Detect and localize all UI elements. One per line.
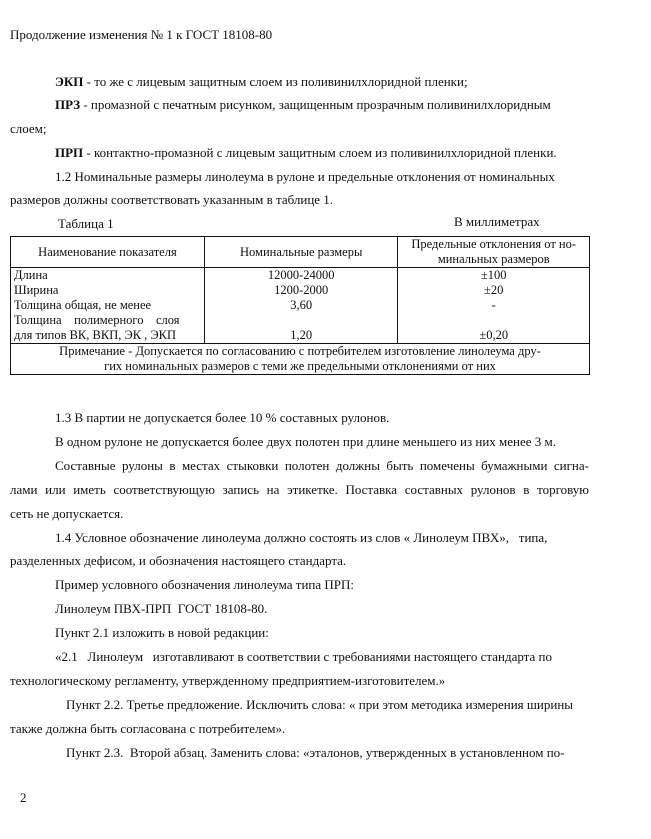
column-header-name: Наименование показателя (11, 237, 205, 268)
row-nominal: 3,60 (290, 298, 313, 312)
term: ПРЗ (55, 97, 81, 112)
row-nominal (208, 313, 395, 328)
row-name: Ширина (14, 283, 59, 297)
body-line: технологическому регламенту, утвержденному предприятием-изготовителем.» (10, 673, 446, 688)
note-line: гих номинальных размеров с теми же предельными отклонениями от них (104, 359, 496, 373)
row-name: Толщина общая, не менее (14, 298, 152, 312)
row-nominal: 12000-24000 (267, 268, 335, 282)
paragraph-1-4: 1.4 Условное обозначение линолеума должно состоять из слов « Линолеум ПВХ», типа, (55, 530, 548, 545)
definition-text: - контактно-промазной с лицевым защитным слоем из поливинилхлоридной пленки. (83, 145, 557, 160)
definition-continuation: слоем; (10, 121, 47, 136)
body-line: также должна быть согласована с потребителем». (10, 721, 286, 736)
row-deviation: ±100 (480, 268, 507, 282)
body-line: Составные рулоны в местах стыковки полотен должны быть помечены бумажными сигна- (55, 458, 589, 473)
row-deviation: - (491, 298, 496, 312)
row-deviation (401, 313, 586, 328)
definition-text: - промазной с печатным рисунком, защищенным прозрачным поливинилхлоридным (80, 97, 551, 112)
body-line: сеть не допускается. (10, 506, 124, 521)
page-number: 2 (20, 790, 27, 805)
table-note-row (11, 344, 590, 375)
table-body (11, 268, 590, 344)
body-line: разделенных дефисом, и обозначения настоящего стандарта. (10, 553, 347, 568)
definition-text: - то же с лицевым защитным слоем из поливинилхлоридной пленки; (83, 74, 468, 89)
row-deviation: ±0,20 (479, 328, 509, 342)
deviation-cell (398, 268, 590, 344)
paragraph-1-2-line1: 1.2 Номинальные размеры линолеума в рулоне и предельные отклонения от номинальных (55, 169, 555, 184)
row-name: Длина (14, 268, 48, 282)
header-line: минальных размеров (437, 252, 550, 266)
row-name: Толщина полимерного слоя (14, 313, 180, 327)
table-note (11, 344, 590, 375)
dimensions-table (10, 236, 590, 375)
column-header-nominal: Номинальные размеры (204, 237, 398, 268)
quoted-paragraph-2-1: «2.1 Линолеум изготавливают в соответствии с требованиями настоящего стандарта по (55, 649, 553, 664)
row-nominal: 1200-2000 (274, 283, 329, 297)
row-deviation: ±20 (484, 283, 504, 297)
body-line: лами или иметь соответствующую запись на этикетке. Поставка составных рулонов в торговую (10, 482, 589, 497)
body-line: Пункт 2.1 изложить в новой редакции: (55, 625, 269, 640)
column-header-deviation (398, 237, 590, 268)
body-line: Линолеум ПВХ-ПРП ГОСТ 18108-80. (55, 601, 268, 616)
page-header: Продолжение изменения № 1 к ГОСТ 18108-80 (10, 27, 273, 42)
term: ПРП (55, 145, 84, 160)
table-header-row (11, 237, 590, 268)
row-name: для типов ВК, ВКП, ЭК , ЭКП (14, 328, 177, 342)
paragraph-2-3: Пункт 2.3. Второй абзац. Заменить слова: «эталонов, утвержденных в установленном по- (66, 745, 565, 760)
definition-ekp (55, 74, 468, 90)
paragraph-1-2-line2: размеров должны соответствовать указанным в таблице 1. (10, 192, 334, 207)
body-line: В одном рулоне не допускается более двух полотен при длине меньшего из них менее 3 м. (55, 434, 557, 449)
header-line: Предельные отклонения от но- (411, 237, 577, 251)
term: ЭКП (55, 74, 84, 89)
row-nominal: 1,20 (290, 328, 313, 342)
note-line: Примечание - Допускается по согласованию с потребителем изготовление линолеума дру- (59, 344, 541, 358)
table-units: В миллиметрах (454, 214, 540, 229)
table-caption: Таблица 1 (58, 216, 114, 231)
names-cell (11, 268, 205, 344)
definition-prp (55, 145, 557, 161)
body-line: Пример условного обозначения линолеума типа ПРП: (55, 577, 354, 592)
paragraph-2-2: Пункт 2.2. Третье предложение. Исключить слова: « при этом методика измерения ширины (66, 697, 574, 712)
definition-prz (55, 97, 551, 113)
paragraph-1-3: 1.3 В партии не допускается более 10 % составных рулонов. (55, 410, 390, 425)
nominal-cell (204, 268, 398, 344)
